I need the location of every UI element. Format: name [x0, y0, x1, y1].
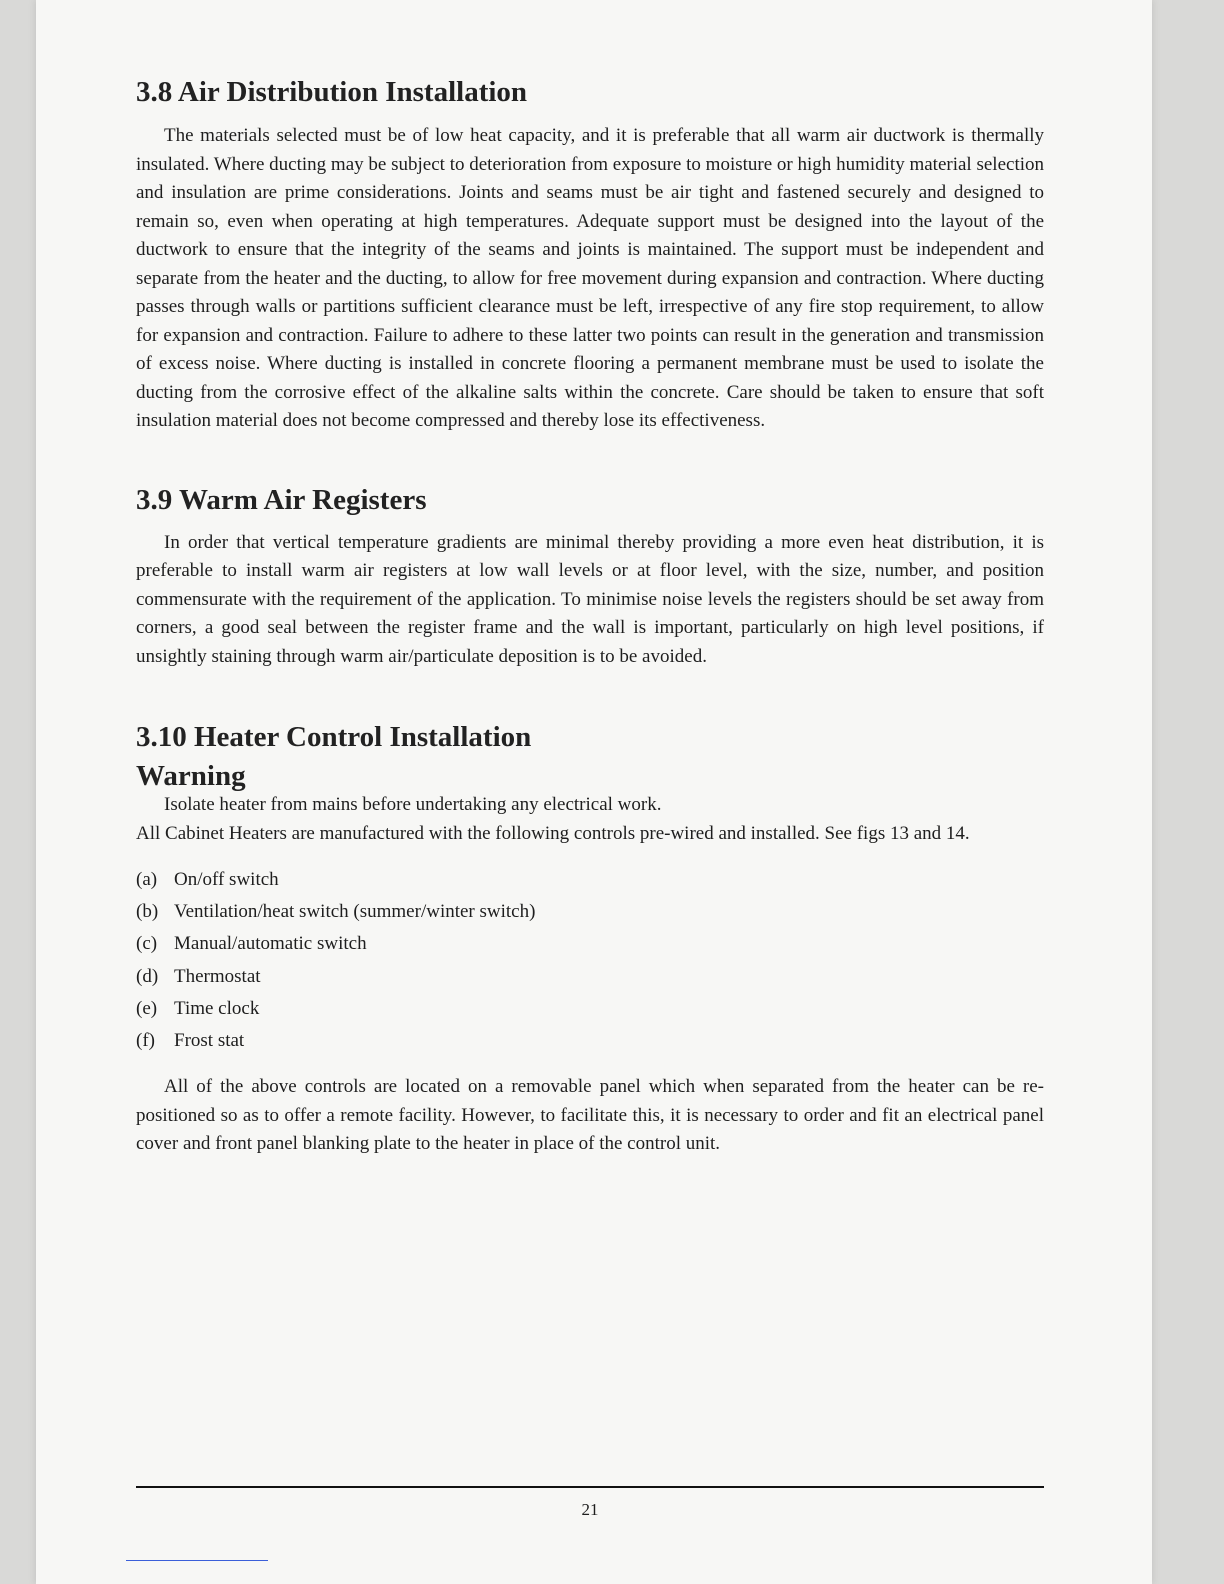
list-item-text: Frost stat	[174, 1030, 245, 1052]
page-content	[136, 70, 1044, 1159]
controls-closing-paragraph: All of the above controls are located on a removable panel which when separated from the heater can be re-positioned so as to offer a remote facility. However, to facilitate this, it is necessary to order and fit an electrical panel cover and front panel blanking plate to the heater in place of the control unit.	[136, 1076, 1044, 1155]
list-item-text: Time clock	[174, 997, 260, 1019]
list-item	[136, 1025, 1044, 1057]
list-item-marker: (e)	[136, 997, 158, 1019]
footer-rule	[136, 1486, 1044, 1488]
link-underline	[126, 1560, 268, 1561]
section-body-air-distribution: The materials selected must be of low heat capacity, and it is preferable that all warm air ductwork is thermally insulated. Where ducting may be subject to deterioration from exposure to moisture or high humidity material selection and insulation are prime considerations. Joints and seams must be air tight and fastened securely and designed to remain so, even when operating at high temperatures. Adequate support must be designed into the layout of the ductwork to ensure that the integrity of the seams and joints is maintained. The support must be independent and separate from the heater and the ducting, to allow for free movement during expansion and contraction. Where ducting passes through walls or partitions sufficient clearance must be left, irrespective of any fire stop requirement, to allow for expansion and contraction. Failure to adhere to these latter two points can result in the generation and transmission of excess noise. Where ducting is installed in concrete flooring a permanent membrane must be used to isolate the ducting from the corrosive effect of the alkaline salts within the concrete. Care should be taken to ensure that soft insulation material does not become compressed and thereby lose its effectiveness.	[136, 125, 1044, 431]
section-title-heater-control: 3.10 Heater Control Installation	[136, 721, 532, 753]
list-item	[136, 993, 1044, 1025]
list-item-marker: (a)	[136, 869, 158, 890]
controls-list	[136, 864, 1044, 1057]
list-item-text: Thermostat	[174, 965, 261, 987]
list-item	[136, 928, 1044, 960]
section-title-air-distribution: 3.8 Air Distribution Installation	[136, 76, 528, 108]
list-item-marker: (d)	[136, 965, 159, 987]
list-item	[136, 961, 1044, 993]
list-item-text: Ventilation/heat switch (summer/winter switch)	[174, 901, 536, 923]
warning-heading: Warning	[136, 760, 246, 792]
controls-intro: All Cabinet Heaters are manufactured with the following controls pre-wired and installed. See figs 13 and 14.	[136, 822, 970, 844]
page-number: 21	[581, 1500, 599, 1519]
list-item-text: On/off switch	[174, 869, 279, 890]
section-body-warm-air-registers: In order that vertical temperature gradients are minimal thereby providing a more even heat distribution, it is preferable to install warm air registers at low wall levels or at floor level, with the size, number, and position commensurate with the requirement of the application. To minimise noise levels the registers should be set away from corners, a good seal between the register frame and the wall is important, particularly on high level positions, if unsightly staining through warm air/particulate deposition is to be avoided.	[136, 531, 1044, 667]
list-item-marker: (b)	[136, 901, 159, 923]
list-item-text: Manual/automatic switch	[174, 933, 367, 955]
list-item	[136, 896, 1044, 928]
section-title-warm-air-registers: 3.9 Warm Air Registers	[136, 483, 427, 516]
warning-text: Isolate heater from mains before undertaking any electrical work.	[164, 794, 662, 815]
document-page	[36, 0, 1152, 1584]
list-item-marker: (f)	[136, 1030, 155, 1052]
list-item-marker: (c)	[136, 933, 158, 955]
list-item	[136, 864, 1044, 896]
